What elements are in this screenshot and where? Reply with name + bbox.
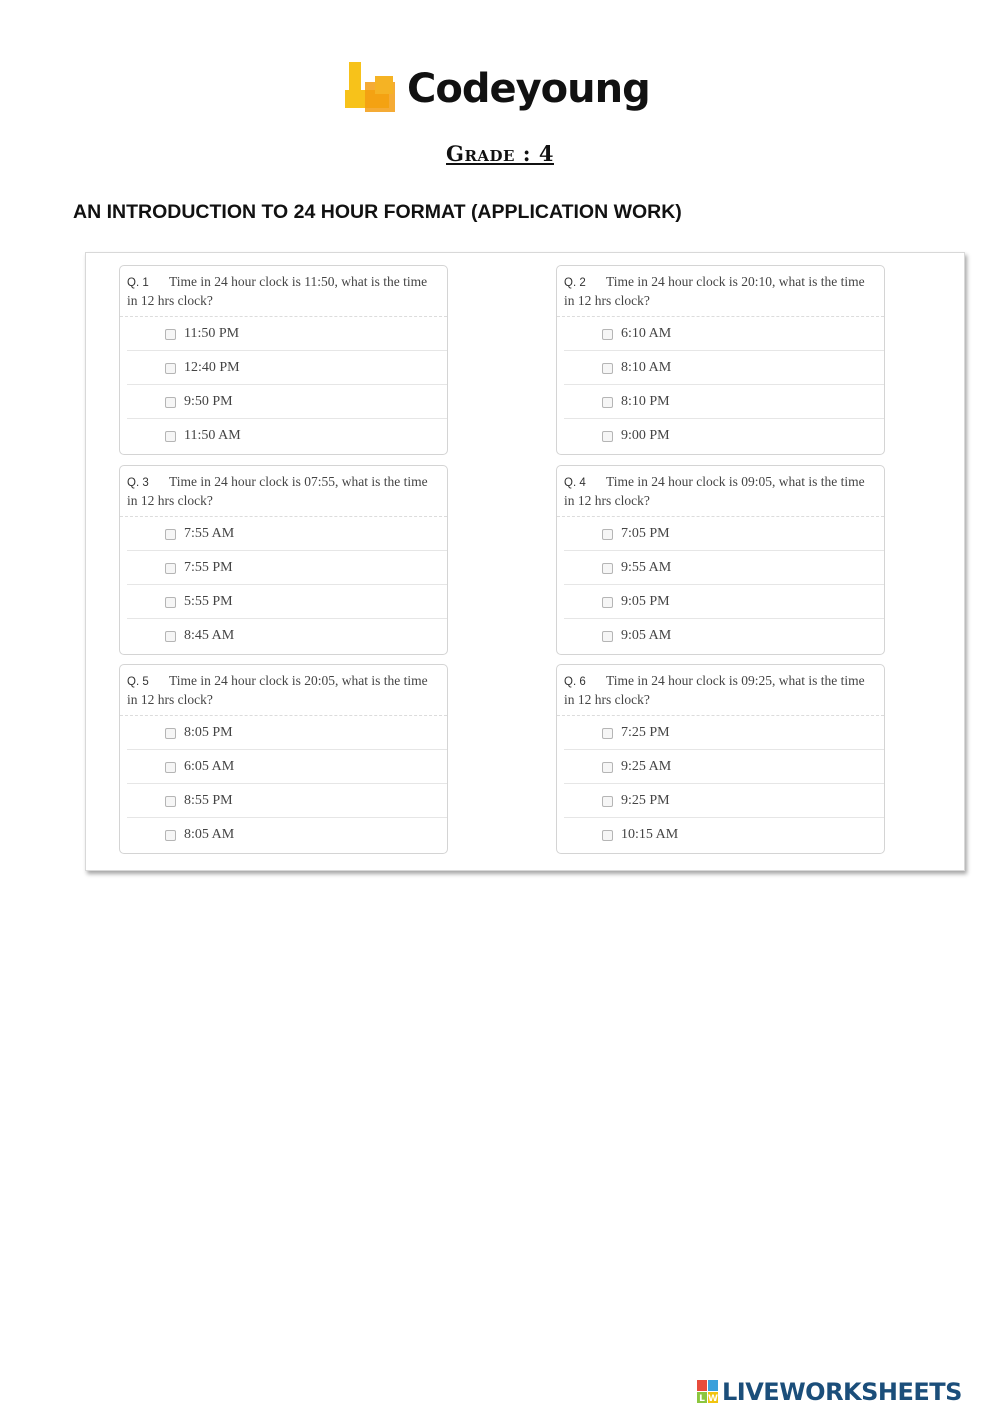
question-number: Q. 4 [564,477,586,489]
answer-option[interactable] [564,716,884,750]
option-label: 7:55 PM [184,560,233,575]
answer-option[interactable] [127,385,447,419]
option-label: 6:05 AM [184,759,235,774]
answer-option[interactable] [564,551,884,585]
liveworksheets-watermark [697,1378,997,1408]
codeyoung-logo-icon [345,62,401,118]
option-label: 6:10 AM [621,326,672,341]
answer-option[interactable] [127,818,447,852]
option-label: 11:50 AM [184,428,241,443]
checkbox[interactable] [165,431,176,442]
icon-letter-w: W [708,1394,718,1404]
answer-option[interactable] [127,551,447,585]
option-label: 10:15 AM [621,827,679,842]
answer-option[interactable] [127,585,447,619]
question-number: Q. 2 [564,277,586,289]
checkbox[interactable] [165,363,176,374]
checkbox[interactable] [165,329,176,340]
question-prompt [557,466,884,517]
answer-option[interactable] [564,385,884,419]
question-prompt [120,665,447,716]
question-card-3 [119,465,448,655]
option-label: 8:05 AM [184,827,235,842]
option-label: 8:55 PM [184,793,233,808]
checkbox[interactable] [602,397,613,408]
question-card-6 [556,664,885,854]
option-label: 8:10 PM [621,394,670,409]
option-label: 5:55 PM [184,594,233,609]
checkbox[interactable] [602,830,613,841]
liveworksheets-logo-icon [697,1380,719,1404]
checkbox[interactable] [165,830,176,841]
icon-letter-l: L [699,1394,705,1404]
checkbox[interactable] [602,529,613,540]
question-card-5 [119,664,448,854]
option-label: 7:05 PM [621,526,670,541]
checkbox[interactable] [602,796,613,807]
option-label: 9:50 PM [184,394,233,409]
answer-option[interactable] [564,619,884,653]
answer-option[interactable] [564,818,884,852]
question-card-4 [556,465,885,655]
question-text: Time in 24 hour clock is 07:55, what is the time in 12 hrs clock? [127,474,428,508]
page-title: AN INTRODUCTION TO 24 HOUR FORMAT (APPLICATION WORK) [73,201,682,223]
watermark-text: LIVEWORKSHEETS [722,1378,962,1406]
answer-option[interactable] [127,419,447,453]
option-label: 9:05 PM [621,594,670,609]
answer-option[interactable] [127,716,447,750]
checkbox[interactable] [602,431,613,442]
question-text: Time in 24 hour clock is 11:50, what is the time in 12 hrs clock? [127,274,428,308]
checkbox[interactable] [165,796,176,807]
answer-option[interactable] [564,585,884,619]
option-label: 7:25 PM [621,725,670,740]
question-text: Time in 24 hour clock is 20:10, what is the time in 12 hrs clock? [564,274,865,308]
answer-option[interactable] [127,517,447,551]
checkbox[interactable] [165,397,176,408]
brand-name: Codeyoung [407,66,650,112]
question-prompt [120,266,447,317]
answer-option[interactable] [564,784,884,818]
question-number: Q. 1 [127,277,149,289]
option-label: 9:05 AM [621,628,672,643]
answer-option[interactable] [564,419,884,453]
option-label: 9:25 AM [621,759,672,774]
answer-option[interactable] [564,351,884,385]
grade-heading: Grade : 4 [446,141,554,166]
question-text: Time in 24 hour clock is 20:05, what is the time in 12 hrs clock? [127,673,428,707]
question-prompt [557,266,884,317]
checkbox[interactable] [165,762,176,773]
answer-option[interactable] [127,750,447,784]
answer-option[interactable] [564,750,884,784]
question-card-2 [556,265,885,455]
option-label: 8:45 AM [184,628,235,643]
option-label: 9:55 AM [621,560,672,575]
checkbox[interactable] [165,728,176,739]
option-label: 11:50 PM [184,326,240,341]
checkbox[interactable] [602,329,613,340]
answer-option[interactable] [127,317,447,351]
answer-option[interactable] [127,351,447,385]
question-number: Q. 3 [127,477,149,489]
checkbox[interactable] [602,597,613,608]
quiz-sheet [85,252,965,871]
option-label: 8:10 AM [621,360,672,375]
checkbox[interactable] [165,597,176,608]
question-number: Q. 6 [564,676,586,688]
codeyoung-logo [345,62,665,120]
option-label: 12:40 PM [184,360,240,375]
answer-option[interactable] [564,317,884,351]
checkbox[interactable] [602,762,613,773]
checkbox[interactable] [165,563,176,574]
question-text: Time in 24 hour clock is 09:25, what is the time in 12 hrs clock? [564,673,865,707]
checkbox[interactable] [602,728,613,739]
question-prompt [120,466,447,517]
answer-option[interactable] [564,517,884,551]
checkbox[interactable] [602,363,613,374]
question-card-1 [119,265,448,455]
option-label: 9:00 PM [621,428,670,443]
answer-option[interactable] [127,619,447,653]
checkbox[interactable] [602,631,613,642]
option-label: 8:05 PM [184,725,233,740]
checkbox[interactable] [165,529,176,540]
option-label: 9:25 PM [621,793,670,808]
answer-option[interactable] [127,784,447,818]
option-label: 7:55 AM [184,526,235,541]
question-prompt [557,665,884,716]
checkbox[interactable] [602,563,613,574]
checkbox[interactable] [165,631,176,642]
question-number: Q. 5 [127,676,149,688]
question-text: Time in 24 hour clock is 09:05, what is the time in 12 hrs clock? [564,474,865,508]
